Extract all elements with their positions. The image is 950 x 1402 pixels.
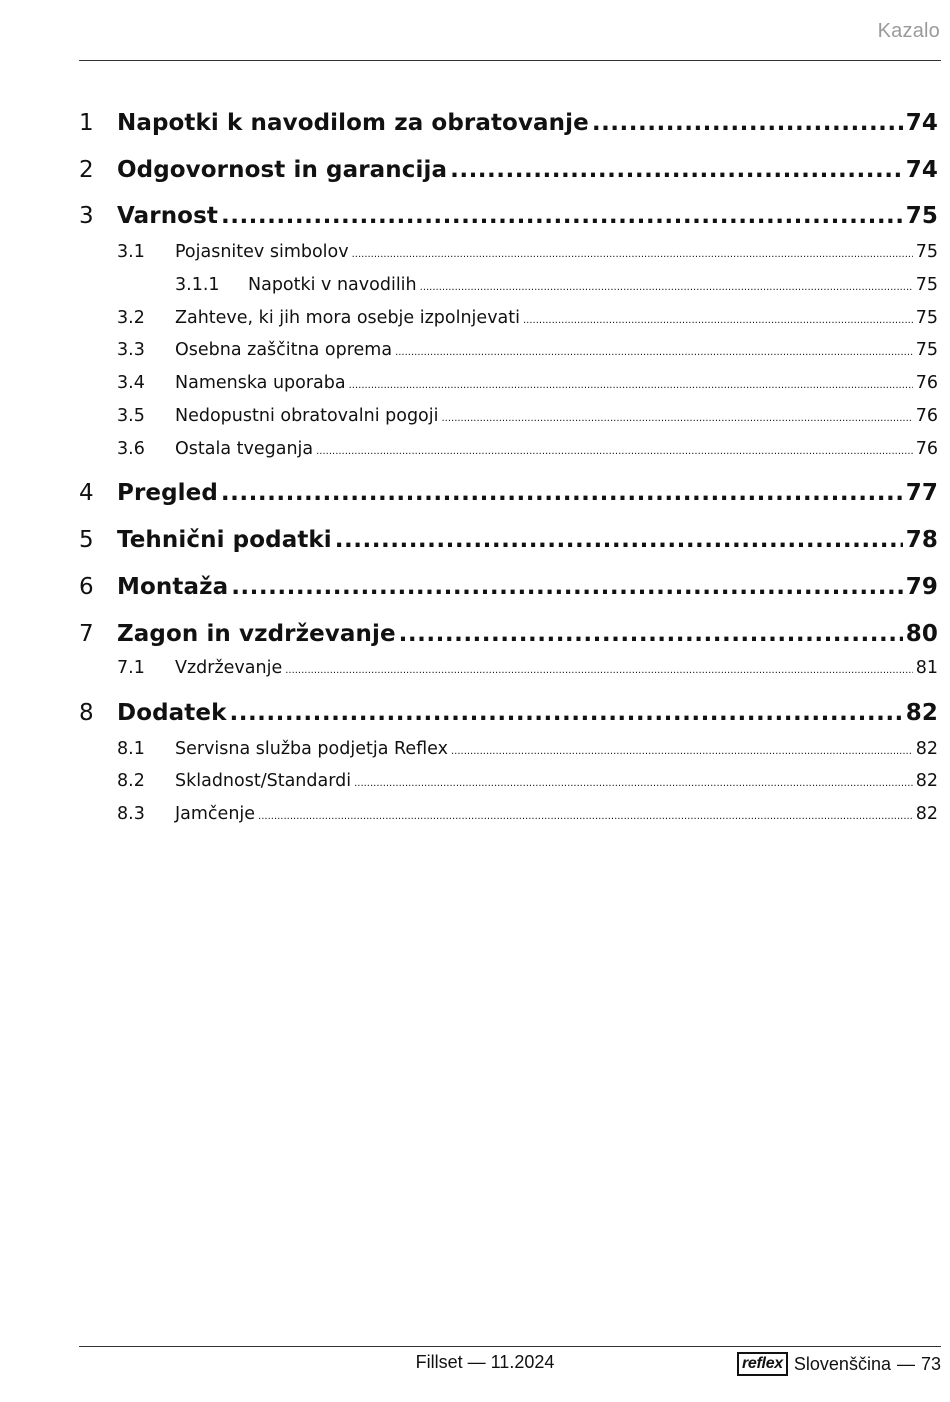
footer-divider [79, 1346, 941, 1347]
toc-entry-page: 76 [915, 439, 938, 459]
toc-entry-number: 7.1 [117, 658, 145, 678]
toc-entry-title: Jamčenje [175, 804, 256, 824]
toc-entry[interactable] [79, 406, 938, 426]
toc-entry-page: 82 [915, 771, 938, 791]
toc-entry-number: 1 [79, 110, 94, 136]
toc-entry-title: Ostala tveganja [175, 439, 314, 459]
reflex-logo: reflex [737, 1352, 788, 1376]
toc-dot-leader [231, 574, 903, 600]
toc-dot-leader [352, 249, 913, 260]
toc-entry-number: 7 [79, 621, 94, 647]
toc-entry[interactable] [79, 658, 938, 678]
toc-entry-page: 82 [915, 804, 938, 824]
toc-entry-page: 78 [905, 527, 938, 553]
toc-entry-number: 3.5 [117, 406, 145, 426]
page-header-title: Kazalo [877, 20, 940, 42]
toc-entry-page: 76 [915, 373, 938, 393]
footer-product-date: Fillset — 11.2024 [415, 1352, 555, 1372]
footer-brand-block [737, 1352, 941, 1376]
toc-entry-number: 3.1 [117, 242, 145, 262]
toc-entry-page: 79 [905, 574, 938, 600]
toc-entry[interactable] [79, 373, 938, 393]
toc-entry[interactable] [79, 480, 938, 506]
toc-entry-number: 4 [79, 480, 94, 506]
toc-entry-title: Vzdrževanje [175, 658, 283, 678]
toc-dot-leader [316, 446, 913, 457]
toc-entry[interactable] [79, 157, 938, 183]
toc-dot-leader [451, 746, 913, 757]
toc-entry[interactable] [79, 340, 938, 360]
toc-dot-leader [450, 157, 903, 183]
toc-entry[interactable] [79, 242, 938, 262]
toc-entry-page: 75 [915, 242, 938, 262]
toc-entry-number: 6 [79, 574, 94, 600]
footer-separator: — [896, 1353, 915, 1374]
toc-entry[interactable] [79, 308, 938, 328]
toc-entry[interactable] [79, 739, 938, 759]
toc-entry-title: Nedopustni obratovalni pogoji [175, 406, 439, 426]
toc-entry[interactable] [79, 110, 938, 136]
toc-entry-title: Dodatek [117, 700, 227, 726]
toc-entry-page: 75 [915, 275, 938, 295]
toc-entry-number: 5 [79, 527, 94, 553]
toc-entry-title: Tehnični podatki [117, 527, 332, 553]
toc-entry-number: 3.6 [117, 439, 145, 459]
toc-entry-title: Osebna zaščitna oprema [175, 340, 393, 360]
toc-entry-title: Zahteve, ki jih mora osebje izpolnjevati [175, 308, 520, 328]
toc-entry-title: Servisna služba podjetja Reflex [175, 739, 448, 759]
toc-entry-page: 75 [915, 308, 938, 328]
toc-entry-page: 82 [905, 700, 938, 726]
toc-entry[interactable] [79, 771, 938, 791]
toc-dot-leader [258, 811, 913, 822]
toc-dot-leader [221, 203, 903, 229]
toc-entry-number: 2 [79, 157, 94, 183]
toc-dot-leader [399, 621, 903, 647]
toc-entry[interactable] [79, 527, 938, 553]
toc-entry-page: 80 [905, 621, 938, 647]
toc-entry-title: Zagon in vzdrževanje [117, 621, 396, 647]
toc-entry[interactable] [79, 439, 938, 459]
toc-dot-leader [285, 665, 913, 676]
toc-entry-number: 8 [79, 700, 94, 726]
toc-entry-title: Namenska uporaba [175, 373, 346, 393]
toc-entry-page: 77 [905, 480, 938, 506]
toc-entry-title: Skladnost/Standardi [175, 771, 352, 791]
toc-dot-leader [523, 315, 913, 326]
toc-entry[interactable] [79, 574, 938, 600]
footer-page-number: 73 [920, 1353, 941, 1374]
toc-entry-number: 3.1.1 [175, 275, 220, 295]
toc-entry-title: Pojasnitev simbolov [175, 242, 349, 262]
toc-entry-number: 3.2 [117, 308, 145, 328]
toc-entry[interactable] [79, 275, 938, 295]
toc-entry-number: 3 [79, 203, 94, 229]
toc-entry-page: 74 [905, 157, 938, 183]
toc-entry-title: Napotki v navodilih [248, 275, 417, 295]
toc-dot-leader [335, 527, 903, 553]
toc-dot-leader [441, 413, 912, 424]
toc-entry-number: 8.1 [117, 739, 145, 759]
toc-dot-leader [221, 480, 903, 506]
toc-entry-number: 3.4 [117, 373, 145, 393]
toc-dot-leader [592, 110, 903, 136]
toc-entry-number: 3.3 [117, 340, 145, 360]
header-divider [79, 60, 941, 61]
toc-entry-page: 74 [905, 110, 938, 136]
footer-language: Slovenščina [793, 1353, 891, 1374]
toc-entry-page: 75 [905, 203, 938, 229]
toc-dot-leader [420, 282, 913, 293]
toc-entry-number: 8.2 [117, 771, 145, 791]
toc-entry-title: Montaža [117, 574, 229, 600]
toc-dot-leader [354, 778, 913, 789]
toc-entry[interactable] [79, 804, 938, 824]
toc-entry-title: Varnost [117, 203, 218, 229]
toc-entry-title: Odgovornost in garancija [117, 157, 448, 183]
toc-dot-leader [349, 380, 913, 391]
toc-dot-leader [229, 700, 902, 726]
toc-entry-page: 82 [915, 739, 938, 759]
toc-dot-leader [395, 347, 913, 358]
toc-entry-page: 75 [915, 340, 938, 360]
toc-entry-number: 8.3 [117, 804, 145, 824]
toc-entry-page: 81 [915, 658, 938, 678]
toc-entry[interactable] [79, 203, 938, 229]
toc-entry[interactable] [79, 621, 938, 647]
toc-entry-page: 76 [915, 406, 938, 426]
toc-entry-title: Napotki k navodilom za obratovanje [117, 110, 589, 136]
toc-entry-title: Pregled [117, 480, 218, 506]
toc-entry[interactable] [79, 700, 938, 726]
